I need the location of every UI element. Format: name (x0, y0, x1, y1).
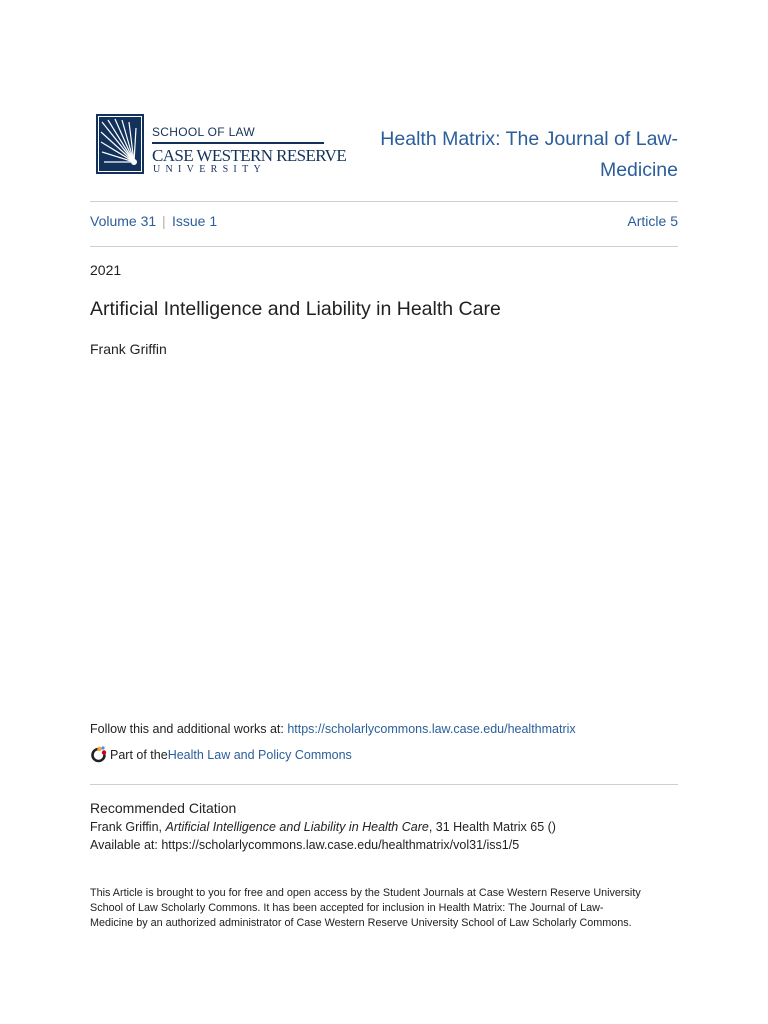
follow-url-link[interactable]: https://scholarlycommons.law.case.edu/healthmatrix (287, 722, 576, 736)
journal-title-line2: Medicine (599, 159, 678, 181)
network-commons-icon (90, 746, 107, 763)
issue-divider (90, 246, 678, 247)
header-divider (90, 201, 678, 202)
article-title: Artificial Intelligence and Liability in Health Care (90, 298, 501, 320)
logo-school-text: SCHOOL OF LAW (152, 125, 256, 139)
follow-line (90, 722, 576, 736)
journal-title-line1: Health Matrix: The Journal of Law- (380, 128, 678, 150)
logo-university-word: UNIVERSITY (153, 164, 266, 175)
citation-source: , 31 Health Matrix 65 () (428, 820, 556, 834)
logo-divider (152, 142, 324, 144)
notice-line-3: Medicine by an authorized administrator of Case Western Reserve University School of Law Scholarly Commons. (90, 917, 632, 929)
publication-year: 2021 (90, 262, 122, 278)
issue-separator: | (162, 213, 166, 229)
citation-title: Artificial Intelligence and Liability in Health Care (165, 820, 429, 834)
issue-navigation (90, 213, 678, 233)
sunburst-emblem-icon (96, 114, 144, 174)
volume-link[interactable]: Volume 31 (90, 213, 157, 229)
part-of-label: Part of the (110, 747, 168, 762)
notice-line-2: School of Law Scholarly Commons. It has been accepted for inclusion in Health Matrix: The Journal of Law- (90, 902, 604, 914)
cover-page (90, 0, 678, 1024)
part-of-line (90, 746, 352, 763)
follow-label: Follow this and additional works at: (90, 722, 288, 736)
issue-link[interactable]: Issue 1 (172, 213, 218, 229)
article-author: Frank Griffin (90, 341, 167, 357)
citation-author: Frank Griffin, (90, 820, 166, 834)
cwru-law-logo[interactable] (96, 114, 347, 176)
commons-link[interactable]: Health Law and Policy Commons (167, 747, 352, 762)
citation-available: Available at: https://scholarlycommons.law.case.edu/healthmatrix/vol31/iss1/5 (90, 838, 520, 852)
citation-text (90, 820, 556, 834)
citation-divider (90, 784, 678, 785)
notice-line-1: This Article is brought to you for free and open access by the Student Journals at Case Western Reserve University (90, 887, 641, 899)
logo-university-name: CASE WESTERN RESERVE (152, 146, 347, 165)
access-notice (90, 886, 678, 931)
article-number-link[interactable]: Article 5 (627, 213, 678, 229)
journal-title-link[interactable] (348, 124, 678, 186)
citation-heading: Recommended Citation (90, 800, 237, 816)
